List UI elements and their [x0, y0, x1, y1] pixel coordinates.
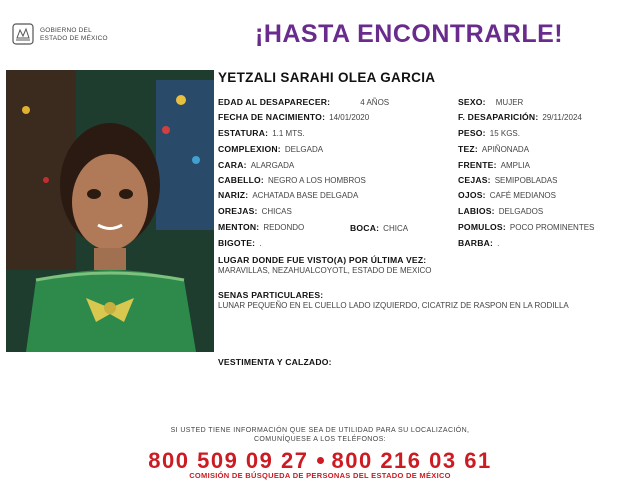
field-frente: FRENTE: AMPLIA	[458, 160, 530, 170]
field-tez: TEZ: APIÑONADA	[458, 144, 530, 154]
field-boca: BOCA: CHICA	[350, 223, 409, 233]
senas-label: SENAS PARTICULARES:	[218, 290, 324, 300]
contact-notice-line1: SI USTED TIENE INFORMACIÓN QUE SEA DE UTILIDAD PARA SU LOCALIZACIÓN,	[170, 427, 470, 434]
field-cara: CARA: ALARGADA	[218, 160, 295, 170]
field-bigote: BIGOTE: .	[218, 238, 262, 248]
field-nariz: NARIZ: ACHATADA BASE DELGADA	[218, 190, 359, 200]
field-ojos: OJOS: CAFÉ MEDIANOS	[458, 190, 556, 200]
phone-number-1[interactable]: 800 509 09 27	[148, 448, 309, 473]
field-sexo: SEXO: MUJER	[458, 97, 524, 107]
field-complexion: COMPLEXION: DELGADA	[218, 144, 324, 154]
senas-value: LUNAR PEQUEÑO EN EL CUELLO LADO IZQUIERDO, CICATRIZ DE RASPON EN LA RODILLA	[218, 301, 569, 310]
lugar-value: MARAVILLAS, NEZAHUALCOYOTL, ESTADO DE MEXICO	[218, 266, 432, 275]
contact-notice-line2: COMUNÍQUESE A LOS TELÉFONOS:	[253, 436, 387, 443]
field-edad: EDAD AL DESAPARECER: 4 AÑOS	[218, 97, 390, 107]
field-barba: BARBA: .	[458, 238, 500, 248]
field-labios: LABIOS: DELGADOS	[458, 206, 544, 216]
field-menton: MENTON: REDONDO	[218, 222, 305, 232]
person-name: YETZALI SARAHI OLEA GARCIA	[218, 70, 436, 85]
field-pomulos: POMULOS: POCO PROMINENTES	[458, 222, 595, 232]
vestimenta-label: VESTIMENTA Y CALZADO:	[218, 357, 332, 367]
missing-person-photo	[6, 70, 214, 352]
field-estatura: ESTATURA: 1.1 MTS.	[218, 128, 305, 138]
field-cejas: CEJAS: SEMIPOBLADAS	[458, 175, 558, 185]
phone-number-2[interactable]: 800 216 03 61	[331, 448, 492, 473]
field-peso: PESO: 15 KGS.	[458, 128, 520, 138]
bullet-dot-icon	[317, 457, 324, 464]
lugar-label: LUGAR DONDE FUE VISTO(A) POR ÚLTIMA VEZ:	[218, 255, 427, 265]
government-logo	[10, 22, 120, 46]
field-orejas: OREJAS: CHICAS	[218, 206, 292, 216]
headline: ¡HASTA ENCONTRARLE!	[255, 20, 564, 48]
gov-name-line1: GOBIERNO DEL	[40, 27, 92, 34]
field-fecha-desaparicion: F. DESAPARICIÓN: 29/11/2024	[458, 112, 582, 122]
field-fecha-nacimiento: FECHA DE NACIMIENTO: 14/01/2020	[218, 112, 370, 122]
field-cabello: CABELLO: NEGRO A LOS HOMBROS	[218, 175, 366, 185]
commission-name: COMISIÓN DE BÚSQUEDA DE PERSONAS DEL ESTADO DE MÉXICO	[189, 471, 451, 480]
gov-name-line2: ESTADO DE MÉXICO	[40, 35, 108, 42]
state-seal-icon	[10, 22, 36, 46]
